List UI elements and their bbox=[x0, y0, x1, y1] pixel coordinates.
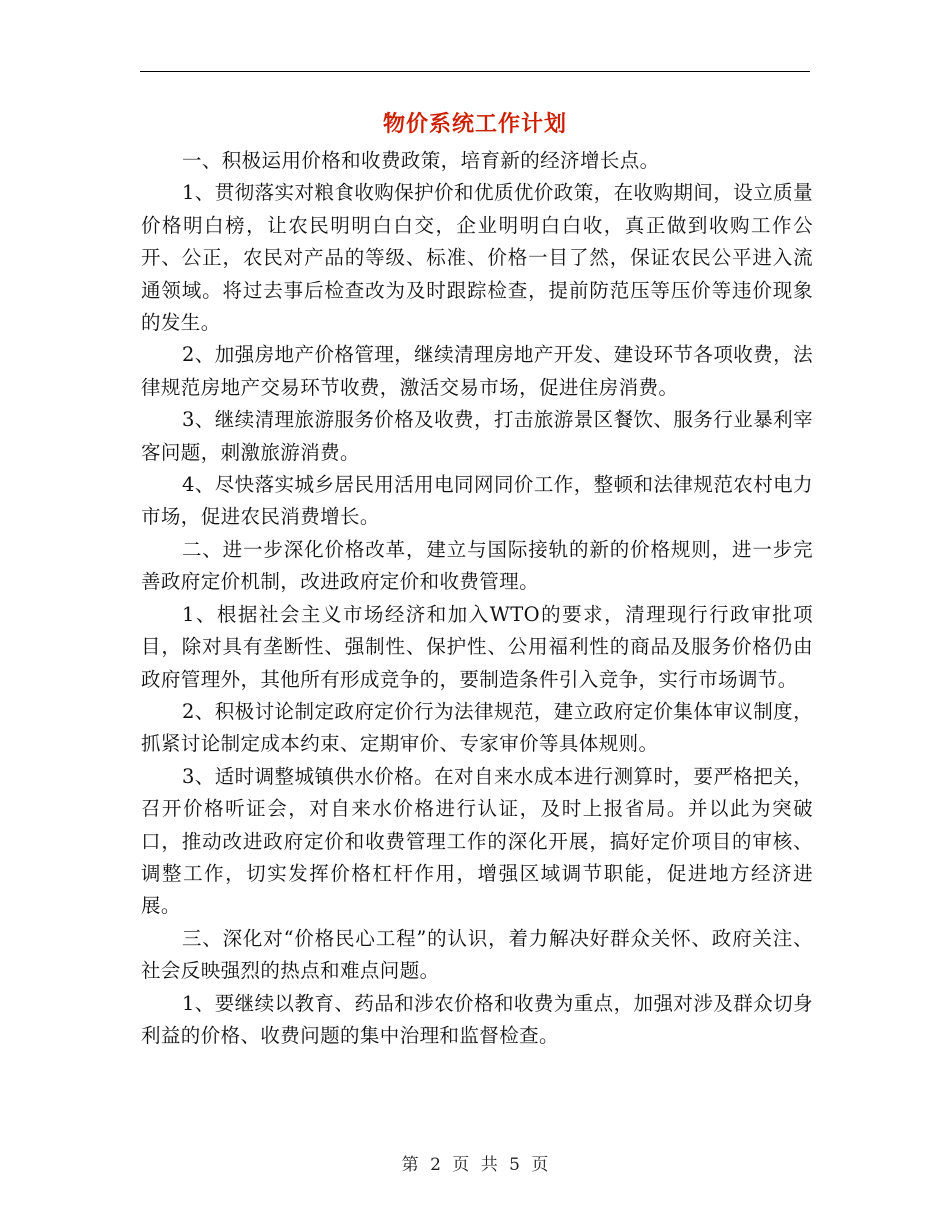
paragraph: 1、要继续以教育、药品和涉农价格和收费为重点，加强对涉及群众切身利益的价格、收费问题的集中治理和监督检查。 bbox=[141, 991, 813, 1047]
page-number: 第 2 页 共 5 页 bbox=[401, 1155, 549, 1175]
document-body bbox=[141, 145, 813, 1052]
paragraph: 4、尽快落实城乡居民用活用电同网同价工作，整顿和法律规范农村电力市场，促进农民消费增长。 bbox=[141, 473, 813, 529]
paragraph: 3、适时调整城镇供水价格。在对自来水成本进行测算时，要严格把关，召开价格听证会，对自来水价格进行认证，及时上报省局。并以此为突破口，推动改进政府定价和收费管理工作的深化开展，搞好定价项目的审核、调整工作，切实发挥价格杠杆作用，增强区域调节职能，促进地方经济进展。 bbox=[141, 764, 813, 918]
paragraph: 3、继续清理旅游服务价格及收费，打击旅游景区餐饮、服务行业暴利宰客问题，刺激旅游消费。 bbox=[141, 408, 813, 464]
section-heading-1: 一、积极运用价格和收费政策，培育新的经济增长点。 bbox=[181, 149, 660, 172]
section-heading-2: 二、进一步深化价格改革，建立与国际接轨的新的价格规则，进一步完善政府定价机制，改进政府定价和收费管理。 bbox=[141, 537, 813, 594]
paragraph: 2、加强房地产价格管理，继续清理房地产开发、建设环节各项收费，法律规范房地产交易环节收费，激活交易市场，促进住房消费。 bbox=[141, 343, 813, 399]
document-title: 物价系统工作计划 bbox=[382, 111, 567, 137]
section-heading-3: 三、深化对“价格民心工程”的认识，着力解决好群众关怀、政府关注、社会反映强烈的热点和难点问题。 bbox=[141, 926, 813, 983]
paragraph: 1、贯彻落实对粮食收购保护价和优质优价政策，在收购期间，设立质量价格明白榜，让农民明明白白交，企业明明白白收，真正做到收购工作公开、公正，农民对产品的等级、标准、价格一目了然，保证农民公平进入流通领域。将过去事后检查改为及时跟踪检查，提前防范压等压价等违价现象的发生。 bbox=[141, 181, 813, 335]
header-rule bbox=[140, 71, 810, 72]
paragraph: 1、根据社会主义市场经济和加入WTO的要求，清理现行行政审批项目，除对具有垄断性、强制性、保护性、公用福利性的商品及服务价格仍由政府管理外，其他所有形成竞争的，要制造条件引入竞争，实行市场调节。 bbox=[141, 602, 813, 691]
paragraph: 2、积极讨论制定政府定价行为法律规范，建立政府定价集体审议制度，抓紧讨论制定成本约束、定期审价、专家审价等具体规则。 bbox=[141, 699, 813, 756]
